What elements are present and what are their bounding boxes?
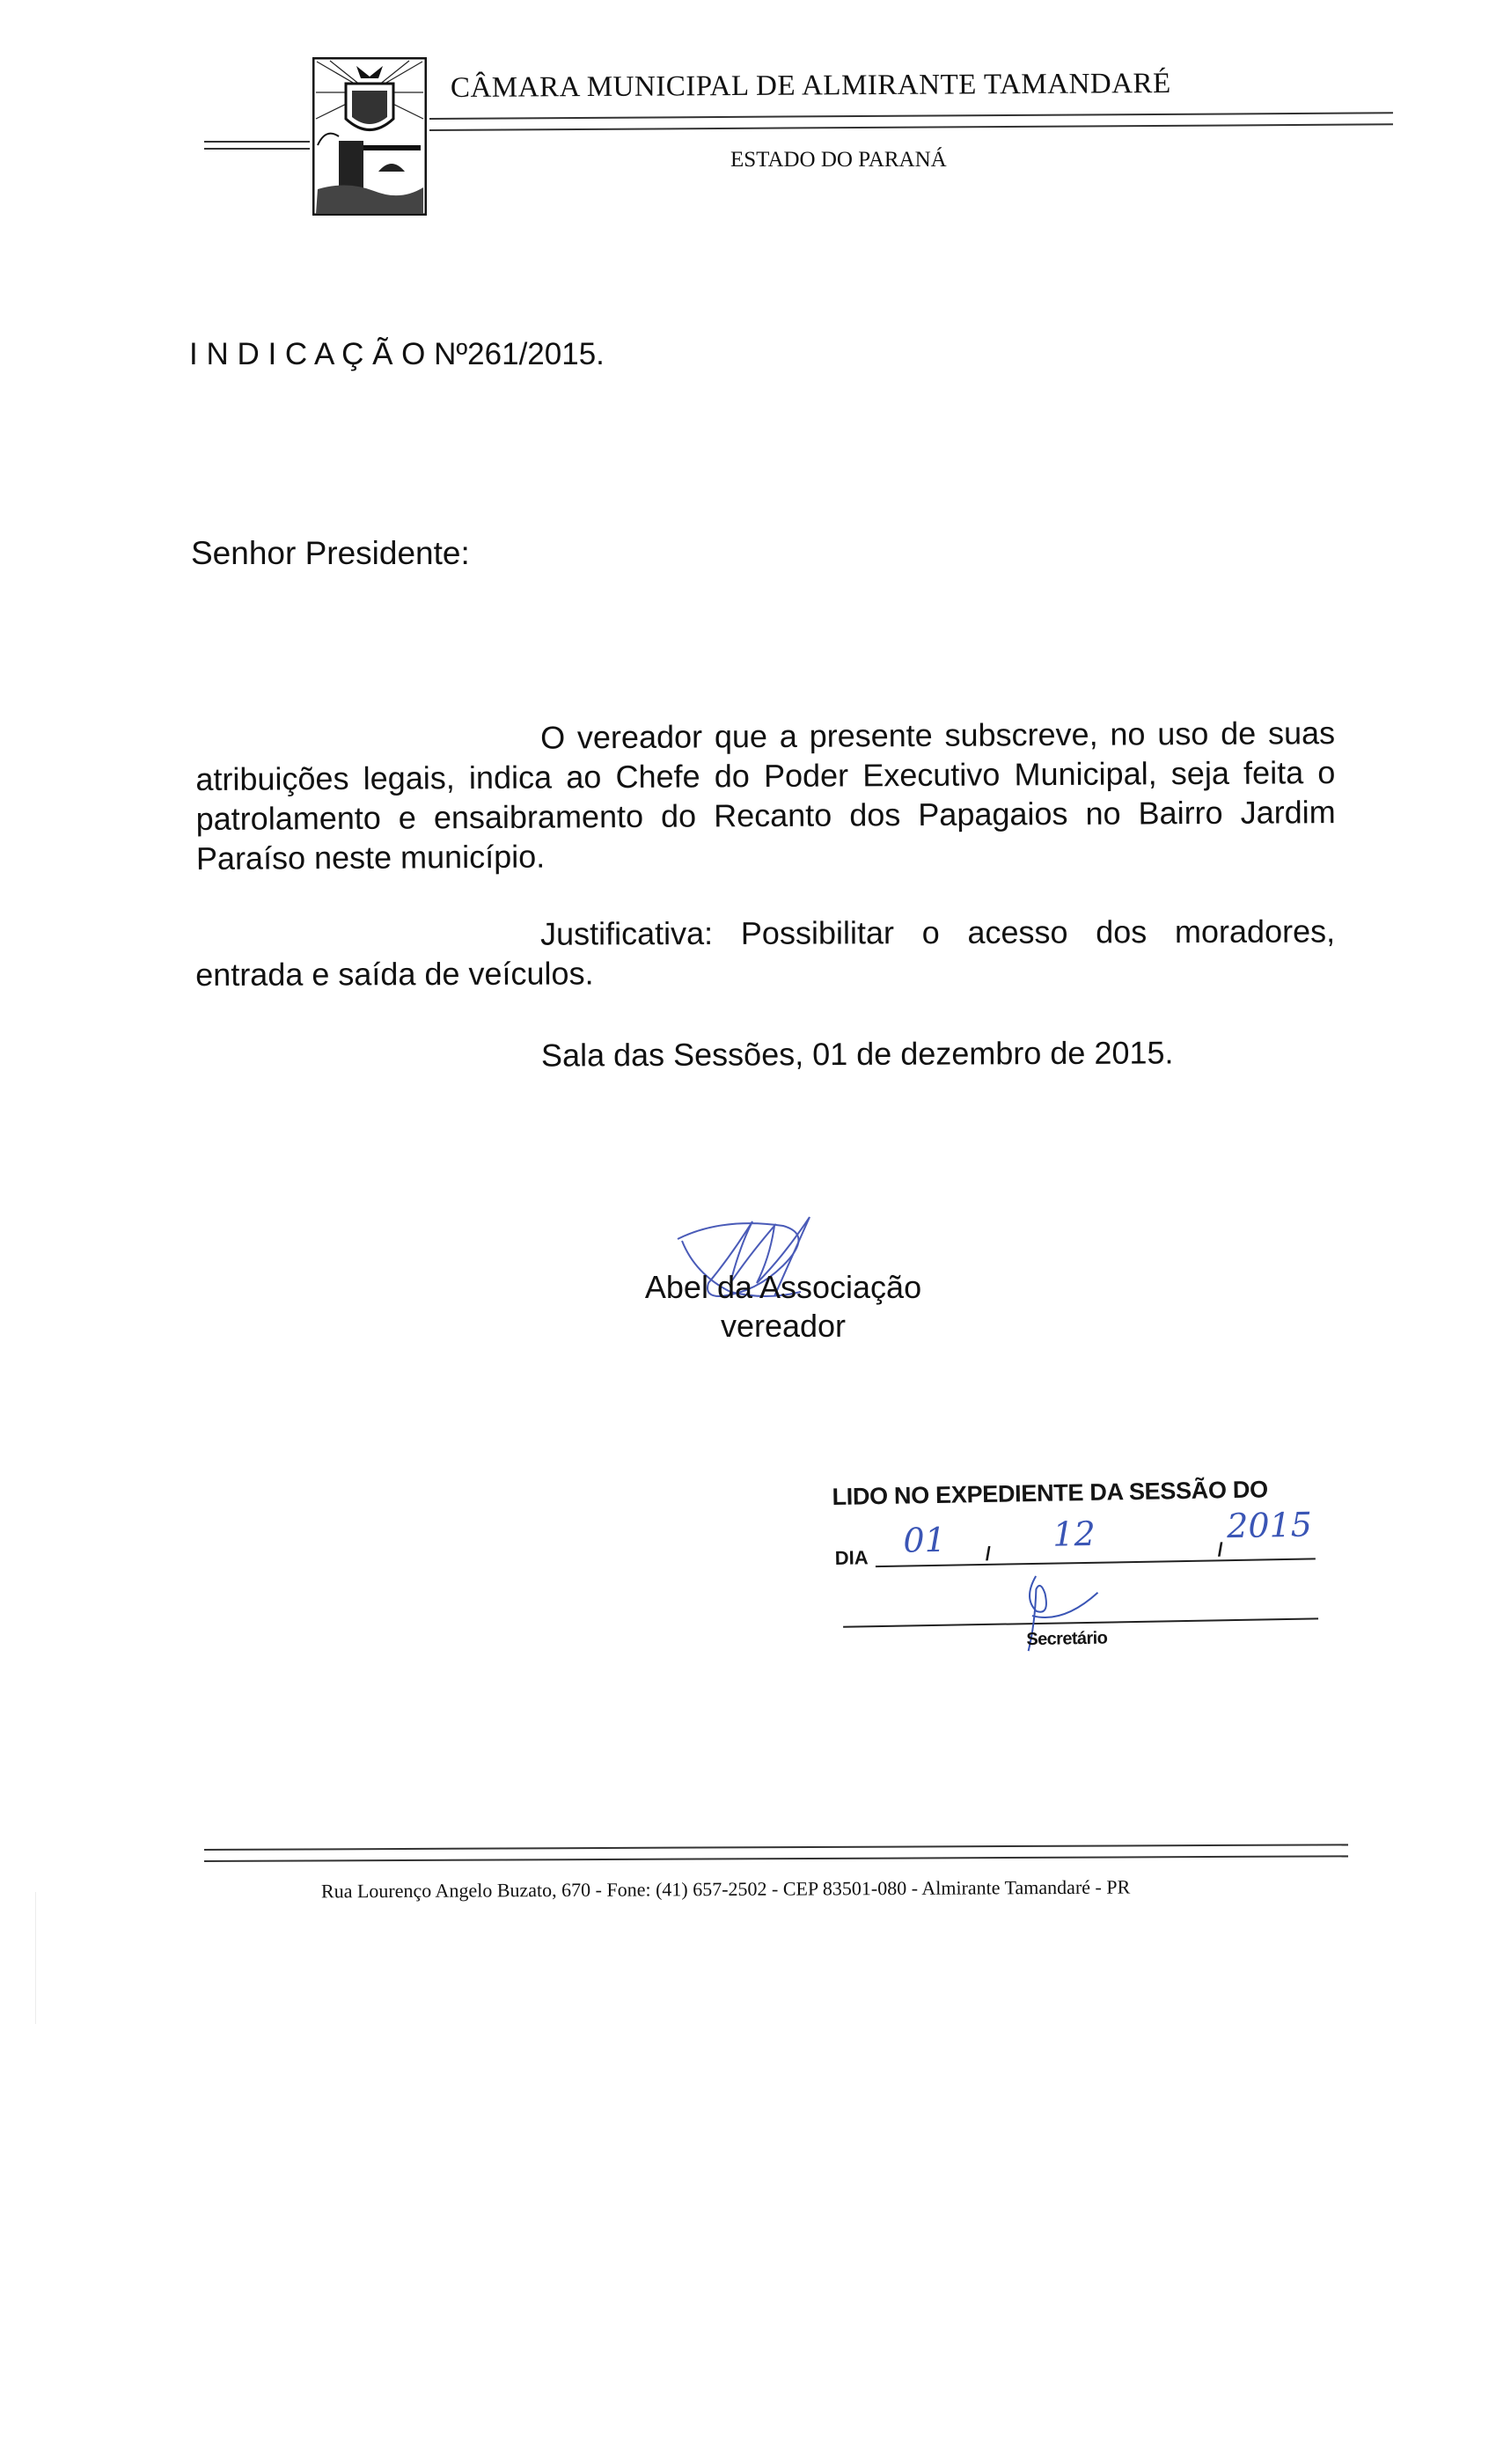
stamp-separator: /: [1217, 1538, 1223, 1561]
municipal-coat-of-arms-icon: [312, 57, 427, 216]
paragraph-indent: [195, 749, 540, 751]
reading-stamp: [832, 1461, 1363, 1672]
greeting: Senhor Presidente:: [191, 535, 470, 571]
footer-address: Rua Lourenço Angelo Buzato, 670 - Fone: (41) 657-2502 - CEP 83501-080 - Almirante Tamandaré - PR: [320, 1875, 1131, 1903]
stamp-date-line: [876, 1558, 1316, 1567]
institution-name: CÂMARA MUNICIPAL DE ALMIRANTE TAMANDARÉ: [450, 67, 1171, 104]
document-title: I N D I C A Ç Ã O Nº261/2015.: [189, 337, 605, 371]
paragraph-text: Justificativa: Possibilitar o acesso dos moradores, entrada e saída de veículos.: [195, 913, 1336, 993]
header-rule-left-bottom: [204, 148, 310, 150]
stamp-separator: /: [985, 1542, 992, 1565]
paragraph-text: O vereador que a presente subscreve, no uso de suas atribuições legais, indica ao Chefe do Poder Executivo Municipal, seja feita o patrolamento e ensaibramento do Recanto dos Papagaios no Bairro Jardim Paraíso neste município.: [195, 715, 1336, 876]
footer-rule-top: [204, 1844, 1348, 1851]
header-rule-bottom: [429, 123, 1393, 131]
handwritten-month: 12: [1052, 1514, 1096, 1554]
handwritten-day: 01: [903, 1520, 947, 1560]
signer-name: Abel da Associação: [644, 1269, 922, 1305]
signer-role: vereador: [720, 1308, 847, 1344]
state-name: ESTADO DO PARANÁ: [730, 148, 947, 172]
scan-edge-mark: [35, 1892, 36, 2024]
stamp-day-label: DIA: [834, 1546, 869, 1569]
closing-line: Sala das Sessões, 01 de dezembro de 2015.: [540, 1034, 1174, 1074]
header-rule-left-top: [204, 141, 310, 143]
header-rule-top: [429, 112, 1393, 120]
footer-rule-bottom: [204, 1855, 1348, 1862]
handwritten-year: 2015: [1226, 1505, 1313, 1546]
stamp-title: LIDO NO EXPEDIENTE DA SESSÃO DO: [832, 1476, 1269, 1510]
justification-paragraph: [195, 911, 1335, 994]
stamp-secretary-label: Secretário: [1026, 1628, 1108, 1650]
paragraph-indent: [195, 945, 540, 946]
body-paragraph: [195, 713, 1336, 878]
